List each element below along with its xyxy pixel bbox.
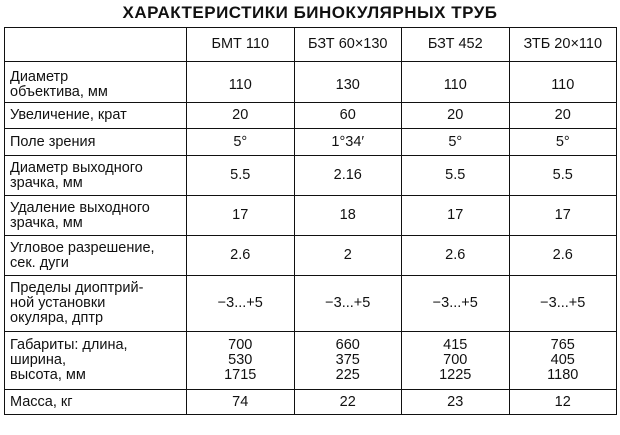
- row-label-text: Масса, кг: [10, 393, 73, 410]
- table-row: [5, 276, 617, 332]
- value-text: 74: [232, 393, 249, 410]
- value-text: 5.5: [445, 167, 466, 183]
- row-label: [5, 103, 187, 129]
- table-row: [5, 103, 617, 129]
- value-cell: [509, 62, 617, 103]
- row-label-text: Поле зрения: [10, 133, 96, 150]
- value-cell: [402, 103, 510, 129]
- value-text: 110: [443, 76, 467, 93]
- value-text: 110: [228, 76, 252, 93]
- value-cell: [187, 129, 295, 156]
- row-label-text: Удаление выходного зрачка, мм: [10, 199, 150, 231]
- value-cell: [402, 129, 510, 156]
- value-cell: [294, 332, 402, 390]
- value-cell: [402, 62, 510, 103]
- value-cell: [509, 332, 617, 390]
- value-text: 20: [232, 107, 249, 123]
- value-cell: [402, 332, 510, 390]
- row-label: [5, 236, 187, 276]
- value-text: 5.5: [552, 167, 573, 183]
- value-cell: [187, 390, 295, 415]
- value-cell: [294, 236, 402, 276]
- value-text: 765 405 1180: [547, 337, 579, 383]
- row-label-text: Диаметр выходного зрачка, мм: [10, 159, 143, 191]
- value-text: −3...+5: [217, 295, 263, 311]
- value-cell: [509, 129, 617, 156]
- row-label-text: Пределы диоптрий- ной установки окуляра, дптр: [10, 280, 144, 326]
- value-text: 12: [554, 393, 571, 410]
- value-text: 110: [551, 76, 575, 93]
- value-text: 2.16: [333, 167, 362, 183]
- value-text: −3...+5: [540, 295, 586, 311]
- row-label: [5, 390, 187, 415]
- row-label-text: Увеличение, крат: [10, 107, 127, 123]
- value-text: 5.5: [230, 167, 251, 183]
- value-text: 5°: [448, 133, 463, 150]
- value-cell: [187, 62, 295, 103]
- value-text: 2.6: [552, 247, 573, 263]
- value-text: 5°: [233, 133, 248, 150]
- row-label-text: Габариты: длина, ширина, высота, мм: [10, 337, 128, 383]
- value-text: 2.6: [230, 247, 251, 263]
- value-text: 2: [343, 247, 352, 263]
- value-cell: [402, 390, 510, 415]
- value-text: 1°34′: [331, 133, 365, 150]
- table-row: [5, 390, 617, 415]
- binocular-specs-table: [4, 27, 617, 415]
- row-label: [5, 156, 187, 196]
- value-text: 60: [339, 107, 356, 123]
- value-cell: [509, 103, 617, 129]
- value-cell: [294, 62, 402, 103]
- value-cell: [294, 196, 402, 236]
- value-cell: [402, 236, 510, 276]
- table-title: ХАРАКТЕРИСТИКИ БИНОКУЛЯРНЫХ ТРУБ: [122, 3, 498, 22]
- value-cell: [187, 332, 295, 390]
- value-text: 130: [335, 76, 360, 93]
- value-cell: [294, 276, 402, 332]
- value-cell: [294, 129, 402, 156]
- header-cell-bzt60x130: БЗТ 60×130: [294, 28, 402, 62]
- row-label-text: Диаметр объектива, мм: [10, 69, 108, 100]
- value-text: 17: [554, 207, 571, 223]
- table-row: [5, 156, 617, 196]
- value-text: 18: [339, 207, 356, 223]
- table-body: [5, 62, 617, 415]
- value-text: 20: [554, 107, 571, 123]
- table-row: [5, 332, 617, 390]
- header-row: [5, 28, 617, 62]
- value-text: 660 375 225: [335, 337, 360, 383]
- header-cell-ztb20x110: ЗТБ 20×110: [509, 28, 617, 62]
- table-row: [5, 129, 617, 156]
- value-text: 2.6: [445, 247, 466, 263]
- row-label: [5, 129, 187, 156]
- value-text: 415 700 1225: [439, 337, 472, 383]
- value-text: 5°: [555, 133, 570, 150]
- value-cell: [509, 276, 617, 332]
- value-cell: [402, 276, 510, 332]
- row-label: [5, 62, 187, 103]
- value-text: −3...+5: [432, 295, 478, 311]
- row-label: [5, 332, 187, 390]
- table-row: [5, 196, 617, 236]
- value-cell: [187, 156, 295, 196]
- value-text: −3...+5: [325, 295, 371, 311]
- value-cell: [187, 196, 295, 236]
- header-cell-bmt110: БМТ 110: [187, 28, 295, 62]
- value-cell: [509, 236, 617, 276]
- value-cell: [509, 390, 617, 415]
- value-text: 17: [447, 207, 464, 223]
- value-text: 700 530 1715: [224, 337, 257, 383]
- value-text: 22: [339, 393, 356, 410]
- value-cell: [294, 103, 402, 129]
- value-text: 20: [447, 107, 464, 123]
- table-row: [5, 236, 617, 276]
- header-cell-blank: [5, 28, 187, 62]
- header-cell-bzt452: БЗТ 452: [402, 28, 510, 62]
- value-cell: [187, 276, 295, 332]
- value-cell: [402, 156, 510, 196]
- value-cell: [509, 196, 617, 236]
- value-cell: [294, 390, 402, 415]
- value-cell: [294, 156, 402, 196]
- value-text: 23: [447, 393, 464, 410]
- value-cell: [509, 156, 617, 196]
- row-label: [5, 276, 187, 332]
- row-label-text: Угловое разрешение, сек. дуги: [10, 239, 155, 271]
- table-row: [5, 62, 617, 103]
- value-text: 17: [232, 207, 249, 223]
- value-cell: [187, 236, 295, 276]
- value-cell: [402, 196, 510, 236]
- row-label: [5, 196, 187, 236]
- value-cell: [187, 103, 295, 129]
